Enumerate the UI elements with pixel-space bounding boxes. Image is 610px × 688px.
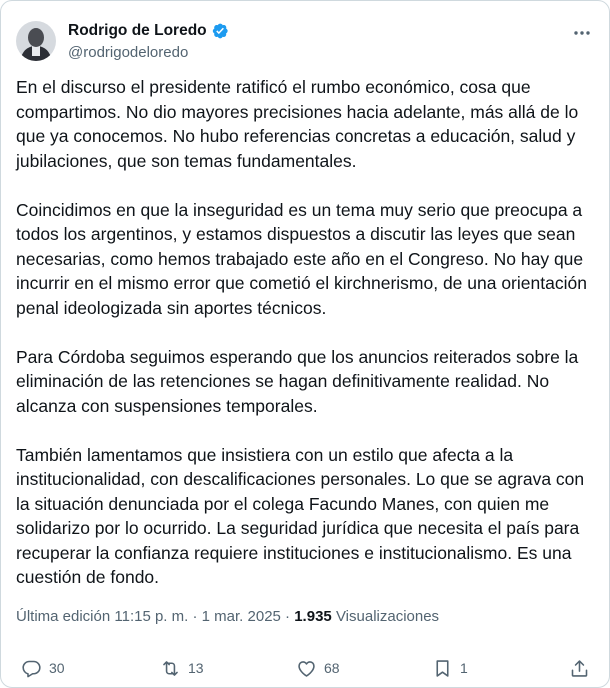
more-options-icon[interactable] xyxy=(572,23,592,43)
tweet-paragraph: Para Córdoba seguimos esperando que los anuncios reiterados sobre la eliminación de las retenciones se hagan definitivamente realidad. No alcanza con suspensiones temporales. xyxy=(16,346,579,416)
reply-icon xyxy=(21,658,42,679)
views-label: Visualizaciones xyxy=(335,608,440,625)
meta-separator: · xyxy=(192,608,198,625)
bookmark-button[interactable] xyxy=(432,656,468,680)
display-name[interactable]: Rodrigo de Loredo xyxy=(68,22,207,39)
tweet-paragraph: En el discurso el presidente ratificó el rumbo económico, cosa que compartimos. No dio mayores precisiones hacia adelante, más allá de lo que ya conocemos. No hubo referencias concretas a educación, salud y jubilaciones, que son temas fundamentales. xyxy=(16,77,579,171)
post-date[interactable]: 1 mar. 2025 xyxy=(201,608,281,625)
edited-label[interactable]: Última edición 11:15 p. m. xyxy=(16,608,189,625)
action-bar xyxy=(16,656,596,680)
reply-count: 30 xyxy=(49,660,65,676)
bookmark-count: 1 xyxy=(460,660,468,676)
tweet-meta xyxy=(16,608,439,625)
name-row xyxy=(68,21,229,41)
user-block xyxy=(68,21,229,61)
reply-button[interactable] xyxy=(21,656,65,680)
avatar[interactable] xyxy=(16,21,56,61)
repost-button[interactable] xyxy=(160,656,204,680)
repost-icon xyxy=(160,658,181,679)
bookmark-icon xyxy=(432,658,453,679)
meta-separator: · xyxy=(285,608,291,625)
like-count: 68 xyxy=(324,660,340,676)
like-icon xyxy=(296,658,317,679)
tweet-paragraph: También lamentamos que insistiera con un estilo que afecta a la institucionalidad, con descalificaciones personales. Lo que se agrava con la situación denunciada por el colega Facundo Manes, con quien me solidarizo por lo ocurrido. La seguridad jurídica que necesita el país para recuperar la confianza requiere instituciones e institucionalismo. Es una cuestión de fondo. xyxy=(16,444,585,587)
like-button[interactable] xyxy=(296,656,340,680)
tweet-header xyxy=(16,19,596,67)
tweet-text xyxy=(16,75,598,614)
share-button[interactable] xyxy=(569,656,590,680)
share-icon xyxy=(569,658,590,679)
verified-badge-icon[interactable] xyxy=(211,22,229,40)
repost-count: 13 xyxy=(188,660,204,676)
user-handle[interactable]: @rodrigodeloredo xyxy=(68,44,189,61)
tweet-paragraph: Coincidimos en que la inseguridad es un tema muy serio que preocupa a todos los argentinos, y estamos dispuestos a discutir las leyes que sean necesarias, como hemos trabajado este año en el Congreso. No hay que incurrir en el mismo error que cometió el kirchnerismo, de una orientación penal ideologizada sin aportes técnicos. xyxy=(16,199,587,318)
views-count: 1.935 xyxy=(294,608,332,625)
